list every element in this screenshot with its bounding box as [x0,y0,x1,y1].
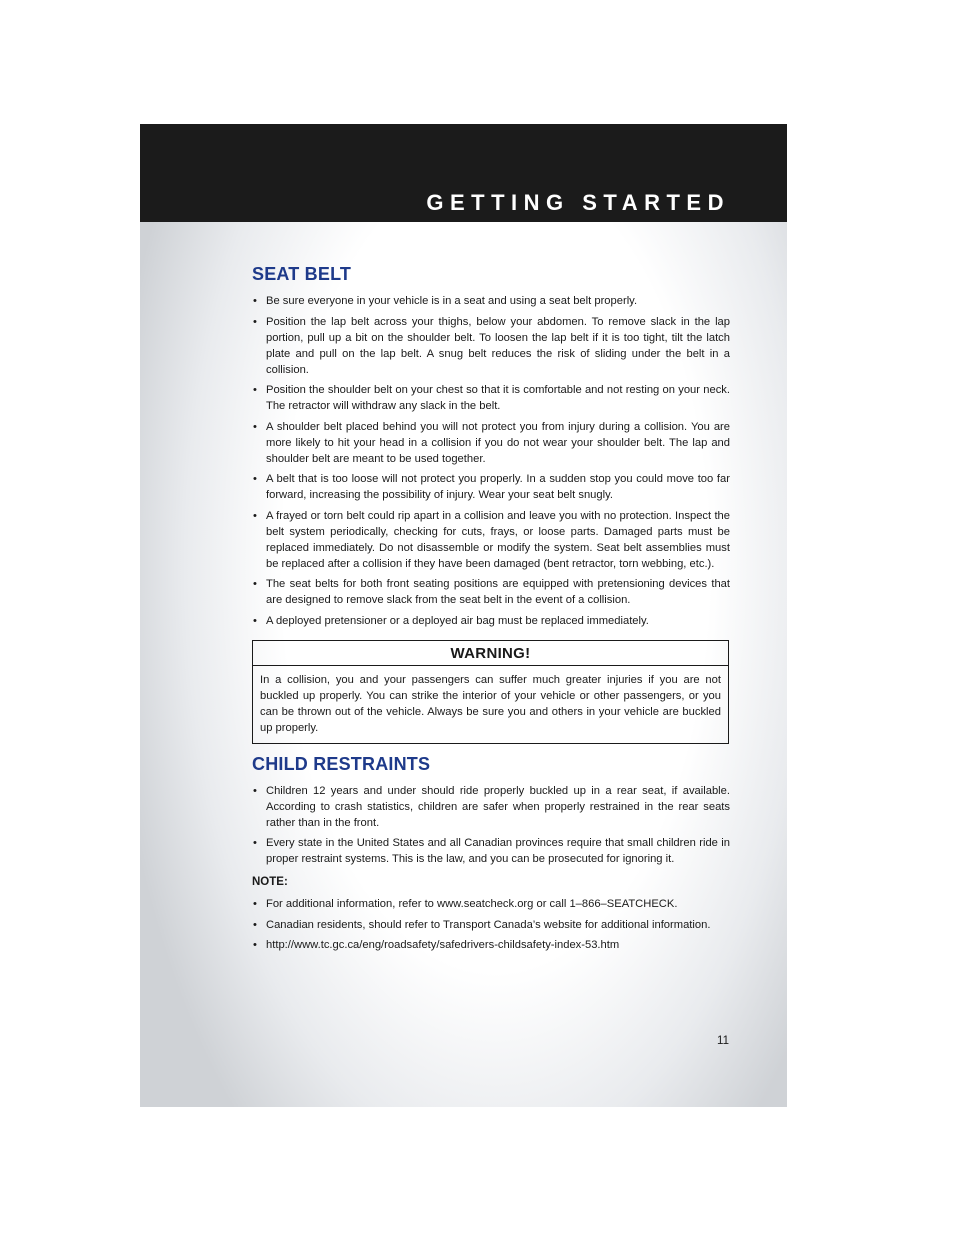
manual-page [140,124,787,1107]
list-item: • A shoulder belt placed behind you will not protect you from injury during a collision. You are more likely to hit your head in a collision if you do not wear your shoulder belt. The lap and shoulder belt are meant to be used together. [253,420,730,465]
list-item: • Position the lap belt across your thighs, below your abdomen. To remove slack in the lap portion, pull up a bit on the shoulder belt. To loosen the lap belt if it is too tight, tilt the latch plate and pull on the lap belt. A snug belt reduces the risk of sliding under the belt in a collision. [253,315,730,376]
list-item: • http://www.tc.gc.ca/eng/roadsafety/safedrivers-childsafety-index-53.htm [253,939,620,951]
list-item: • Canadian residents, should refer to Transport Canada’s website for additional information. [253,918,711,931]
seat-belt-list [252,293,730,629]
list-item: • Children 12 years and under should ride properly buckled up in a rear seat, if available. According to crash statistics, children are safer when properly restrained in the rear seats rather than in the front. [253,784,730,829]
note-label: NOTE: [252,876,288,888]
child-restraints-list [252,783,730,868]
list-item: • For additional information, refer to www.seatcheck.org or call 1–866–SEATCHECK. [253,898,678,910]
bullet-icon: • [253,784,257,797]
list-item: • Every state in the United States and all Canadian provinces require that small children ride in proper restraint systems. This is the law, and you can be prosecuted for ignoring it. [253,837,730,865]
bullet-icon: • [253,898,257,910]
header-band [140,124,787,222]
bullet-icon: • [253,614,257,627]
bullet-icon: • [253,837,257,849]
list-item: • A deployed pretensioner or a deployed air bag must be replaced immediately. [253,614,649,627]
warning-box [252,640,729,744]
note-list [252,896,730,953]
bullet-icon: • [253,918,257,931]
list-item: • Be sure everyone in your vehicle is in a seat and using a seat belt properly. [253,295,638,307]
warning-body: In a collision, you and your passengers can suffer much greater injuries if you are not buckled up properly. You can strike the interior of your vehicle or other passengers, or you can be thrown out of the vehicle. Always be sure you and others in your vehicle are buckled up properly. [260,673,721,734]
bullet-icon: • [253,578,257,590]
page-content [252,264,730,958]
seat-belt-heading: SEAT BELT [252,264,352,284]
child-restraints-section [252,754,730,954]
page-number: 11 [717,1035,729,1047]
bullet-icon: • [253,473,257,485]
bullet-icon: • [253,384,257,396]
bullet-icon: • [253,295,257,307]
warning-title: WARNING! [253,641,728,666]
list-item: • A frayed or torn belt could rip apart in a collision and leave you with no protection. Inspect the belt system periodically, checking for cuts, frays, or loose parts. Damaged parts must be replaced immediately. Do not disassemble or modify the system. Seat belt assemblies must be replaced after a collision if they have been damaged (bent retractor, torn webbing, etc.). [253,509,730,570]
section-title: GETTING STARTED [426,190,730,215]
list-item: • The seat belts for both front seating positions are equipped with pretensioning devices that are designed to remove slack from the seat belt in the event of a collision. [253,578,730,606]
bullet-icon: • [253,420,257,433]
bullet-icon: • [253,509,257,522]
child-restraints-heading: CHILD RESTRAINTS [252,753,431,774]
list-item: • Position the shoulder belt on your chest so that it is comfortable and not resting on your neck. The retractor will withdraw any slack in the belt. [253,384,730,412]
bullet-icon: • [253,939,257,951]
bullet-icon: • [253,315,257,328]
list-item: • A belt that is too loose will not protect you properly. In a sudden stop you could move too far forward, increasing the possibility of injury. Wear your seat belt snugly. [253,473,730,501]
